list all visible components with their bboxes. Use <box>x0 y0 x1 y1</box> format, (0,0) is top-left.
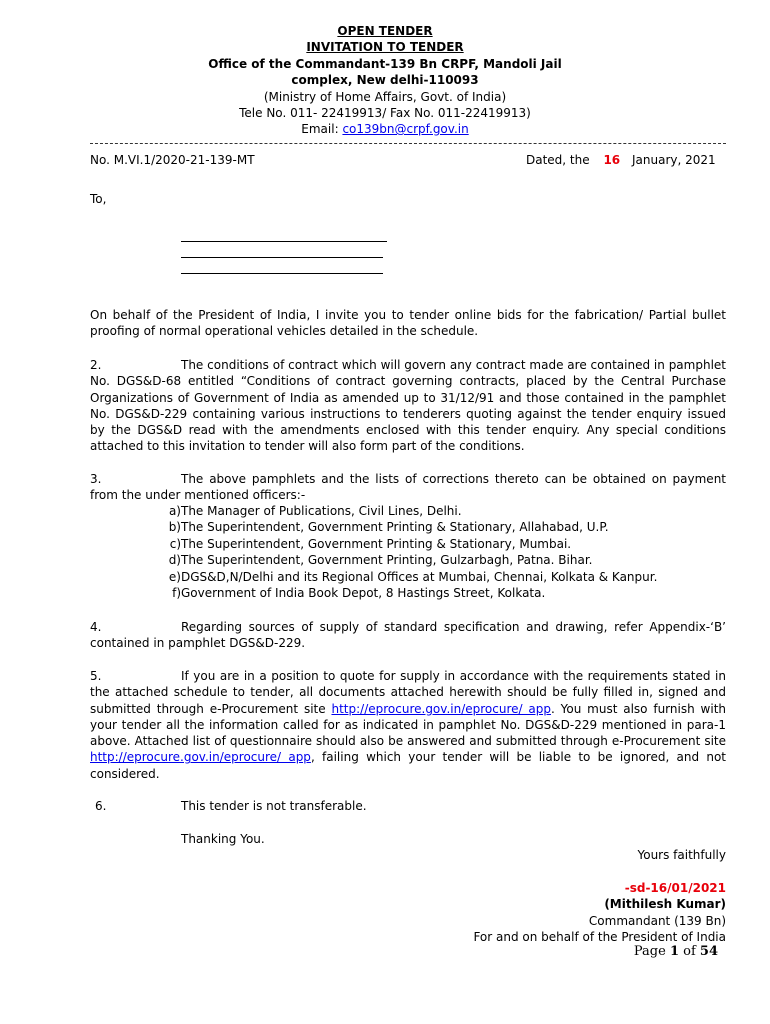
list-marker: d) <box>168 553 181 567</box>
date-line <box>526 152 716 168</box>
email-link[interactable]: co139bn@crpf.gov.in <box>342 122 469 136</box>
list-marker: a) <box>168 504 181 518</box>
list-item <box>150 536 571 552</box>
thanking-line: Thanking You. <box>181 832 265 846</box>
paragraph-3 <box>90 471 726 504</box>
list-text: DGS&D,N/Delhi and its Regional Offices at Mumbai, Chennai, Kolkata & Kanpur. <box>181 570 658 584</box>
ministry-line: (Ministry of Home Affairs, Govt. of India) <box>263 90 507 104</box>
list-item <box>150 503 462 519</box>
list-text: The Superintendent, Government Printing, Gulzarbagh, Patna. Bihar. <box>181 553 593 567</box>
list-text: Government of India Book Depot, 8 Hastings Street, Kolkata. <box>181 586 546 600</box>
dated-label: Dated, the <box>526 153 590 167</box>
signatory-designation: Commandant (139 Bn) <box>588 914 726 928</box>
paragraph-number: 3. <box>90 472 102 486</box>
paragraph-number: 2. <box>90 358 102 372</box>
address-blank-line <box>181 273 383 274</box>
list-item <box>150 585 545 601</box>
page-of: of <box>679 944 700 959</box>
page-counter <box>634 944 718 959</box>
paragraph-text: Regarding sources of supply of standard specification and drawing, refer Appendix-‘B’ contained in pamphlet DGS&D-229. <box>90 620 726 651</box>
address-blank-line <box>181 241 387 242</box>
page-total: 54 <box>699 944 718 959</box>
paragraph-6-number: 6. <box>95 799 107 813</box>
list-text: The Superintendent, Government Printing & Stationary, Mumbai. <box>181 537 572 551</box>
paragraph-text: . You must also furnish with your tender all the information called for as indicated in pamphlet No. DGS&D-229 mentioned in para-1 above. Attached list of questionnaire should also be answered and submitted through e-Procurement site <box>90 701 726 749</box>
list-text: The Superintendent, Government Printing & Stationary, Allahabad, U.P. <box>181 520 609 534</box>
paragraph-text: If you are in a position to quote for supply in accordance with the requirements stated in the attached schedule to tender, all documents attached herewith should be fully filled in, signed and submitted through e-Procurement site <box>90 669 726 716</box>
paragraph-text: The conditions of contract which will govern any contract made are contained in pamphlet No. DGS&D-68 entitled “Conditions of contract governing contracts, placed by the Central Purchase Organizations of Government of India as amended up to 31/12/91 and those contained in the pamphlet No. DGS&D-229 containing various instructions to tenderers quoting against the tender enquiry issued by the DGS&D read with the amendments enclosed with this tender enquiry. Any special conditions attached to this invitation to tender will also form part of the conditions. <box>90 358 726 454</box>
list-marker: c) <box>169 537 181 551</box>
list-marker: f) <box>172 586 181 600</box>
date-month-year: January, 2021 <box>631 153 716 167</box>
paragraph-number: 4. <box>90 620 102 634</box>
paragraph-text: The above pamphlets and the lists of corrections thereto can be obtained on payment from the under mentioned officers:- <box>90 472 726 503</box>
list-item <box>150 569 657 585</box>
list-text: The Manager of Publications, Civil Lines, Delhi. <box>181 504 462 518</box>
page-current: 1 <box>669 944 679 959</box>
list-marker: b) <box>168 520 181 534</box>
signature-sd: -sd-16/01/2021 <box>624 881 726 895</box>
list-marker: e) <box>168 570 181 584</box>
title-open-tender: OPEN TENDER <box>337 24 433 38</box>
eprocure-link[interactable]: http://eprocure.gov.in/eprocure/ app <box>90 750 311 765</box>
phone-line: Tele No. 011- 22419913/ Fax No. 011-22419913) <box>239 106 531 120</box>
intro-paragraph: On behalf of the President of India, I invite you to tender online bids for the fabrication/ Partial bullet proofing of normal operational vehicles detailed in the schedule. <box>90 308 726 339</box>
email-label: Email: <box>301 122 343 136</box>
list-item <box>150 519 609 535</box>
paragraph-2 <box>90 357 726 455</box>
eprocure-link[interactable]: http://eprocure.gov.in/eprocure/ app <box>331 701 551 716</box>
date-day: 16 <box>603 153 621 167</box>
page-prefix: Page <box>633 944 670 959</box>
reference-number: No. M.VI.1/2020-21-139-MT <box>90 153 255 167</box>
signatory-behalf: For and on behalf of the President of India <box>473 930 726 944</box>
paragraph-4 <box>90 619 726 652</box>
list-item <box>150 552 592 568</box>
to-label: To, <box>90 192 107 206</box>
office-complex: complex, New delhi-110093 <box>291 73 479 87</box>
office-name: Office of the Commandant-139 Bn CRPF, Mandoli Jail <box>208 57 562 71</box>
paragraph-text: , failing which your tender will be liable to be ignored, and not considered. <box>90 750 727 781</box>
signatory-name: (Mithilesh Kumar) <box>604 897 726 911</box>
paragraph-6-text: This tender is not transferable. <box>181 799 367 813</box>
email-line <box>0 121 770 137</box>
closing-line: Yours faithfully <box>637 848 726 862</box>
header-divider <box>90 143 726 144</box>
paragraph-number: 5. <box>90 669 102 683</box>
paragraph-5 <box>90 668 726 782</box>
title-invitation: INVITATION TO TENDER <box>306 40 464 54</box>
address-blank-line <box>181 257 383 258</box>
